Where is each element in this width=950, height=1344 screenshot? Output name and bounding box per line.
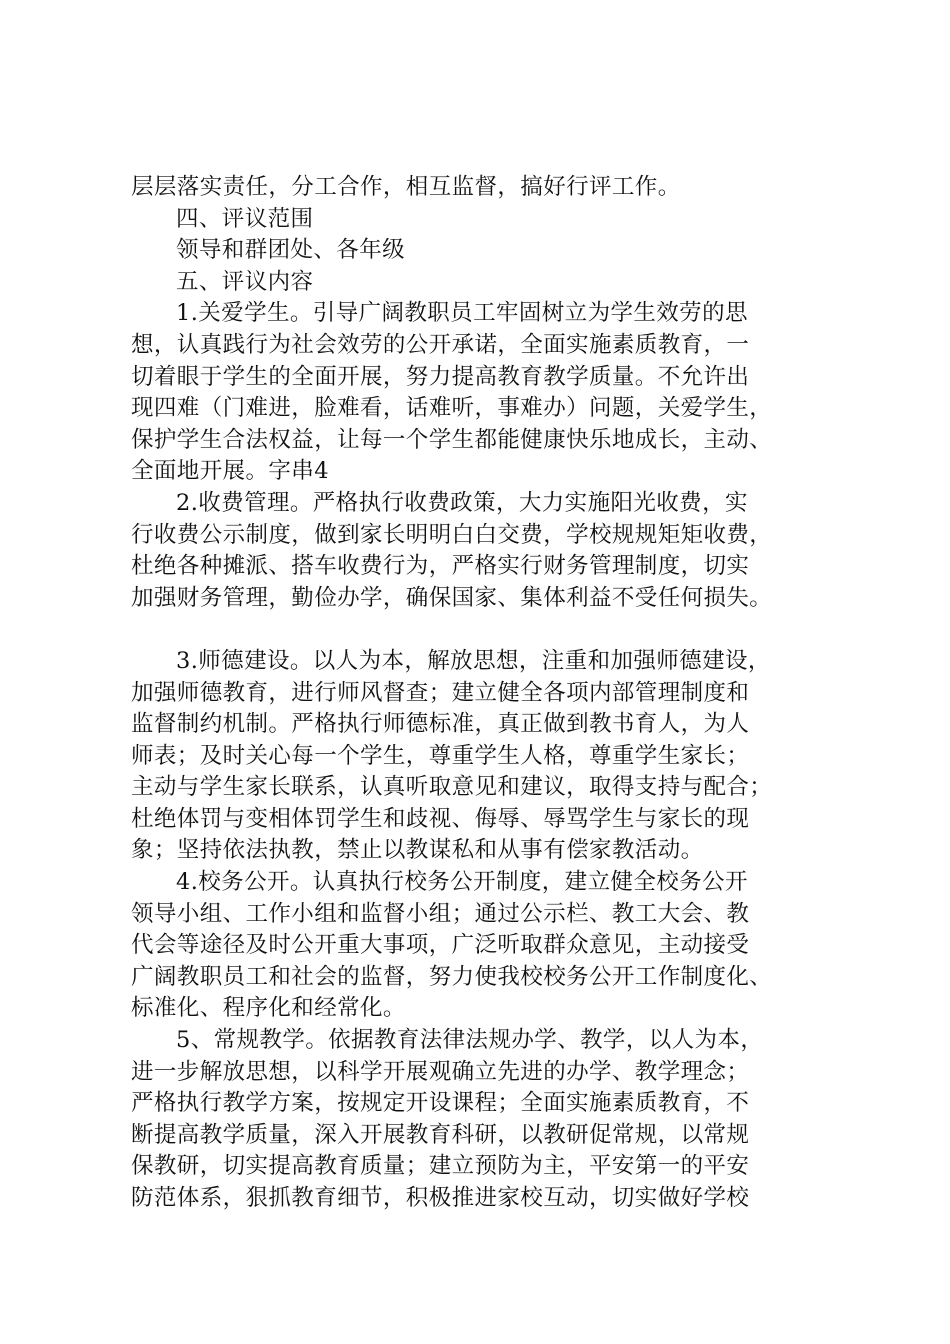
document-body <box>131 172 831 1215</box>
paragraph-5-line-1: 5、常规教学。依据教育法律法规办学、教学，以人为本， <box>176 1027 764 1054</box>
paragraph-5-line-2: 进一步解放思想，以科学开展观确立先进的办学、教学理念； <box>131 1058 750 1085</box>
paragraph-gap <box>131 614 831 646</box>
paragraph-5-line-6: 防范体系，狠抓教育细节，积极推进家校互动，切实做好学校 <box>131 1185 750 1211</box>
paragraph-3-line-1: 3.师德建设。以人为本，解放思想，注重和加强师德建设， <box>176 647 771 674</box>
text-line-1: 层层落实责任，分工合作，相互监督，搞好行评工作。 <box>131 174 681 200</box>
paragraph-2-line-2: 行收费公示制度，做到家长明明白白交费，学校规规矩矩收费， <box>131 521 773 548</box>
paragraph-4-line-2: 领导小组、工作小组和监督小组；通过公示栏、教工大会、教 <box>131 900 750 927</box>
text-line-scope: 领导和群团处、各年级 <box>176 237 406 264</box>
paragraph-4-line-4: 广阔教职员工和社会的监督，努力使我校校务公开工作制度化、 <box>131 963 773 990</box>
paragraph-2-line-4: 加强财务管理，勤俭办学，确保国家、集体利益不受任何损失。 <box>131 584 773 611</box>
paragraph-5-line-3: 严格执行教学方案，按规定开设课程；全面实施素质教育，不 <box>131 1090 750 1117</box>
paragraph-5-line-4: 断提高教学质量，深入开展教育科研，以教研促常规，以常规 <box>131 1121 750 1148</box>
paragraph-3-line-3: 监督制约机制。严格执行师德标准，真正做到教书育人，为人 <box>131 711 750 738</box>
paragraph-3-line-6: 杜绝体罚与变相体罚学生和歧视、侮辱、辱骂学生与家长的现 <box>131 805 750 832</box>
paragraph-3-line-4: 师表；及时关心每一个学生，尊重学生人格，尊重学生家长； <box>131 742 750 769</box>
paragraph-1-line-3: 切着眼于学生的全面开展，努力提高教育教学质量。不允许出 <box>131 363 750 390</box>
paragraph-1-line-1: 1.关爱学生。引导广阔教职员工牢固树立为学生效劳的思 <box>176 300 748 327</box>
paragraph-5-line-5: 保教研，切实提高教育质量；建立预防为主，平安第一的平安 <box>131 1153 750 1180</box>
paragraph-1-line-6: 全面地开展。字串4 <box>131 458 329 485</box>
paragraph-1-line-5: 保护学生合法权益，让每一个学生都能健康快乐地成长，主动、 <box>131 426 773 453</box>
paragraph-2-line-1: 2.收费管理。严格执行收费政策，大力实施阳光收费，实 <box>176 489 748 516</box>
paragraph-3-line-2: 加强师德教育，进行师风督查；建立健全各项内部管理制度和 <box>131 679 750 706</box>
paragraph-4-line-5: 标准化、程序化和经常化。 <box>131 995 406 1022</box>
paragraph-4-line-3: 代会等途径及时公开重大事项，广泛听取群众意见，主动接受 <box>131 932 750 959</box>
paragraph-3-line-7: 象；坚持依法执教，禁止以教谋私和从事有偿家教活动。 <box>131 837 704 864</box>
paragraph-2-line-3: 杜绝各种摊派、搭车收费行为，严格实行财务管理制度，切实 <box>131 553 750 580</box>
paragraph-1-line-4: 现四难（门难进，脸难看，话难听，事难办）问题，关爱学生， <box>131 395 773 422</box>
paragraph-4-line-1: 4.校务公开。认真执行校务公开制度，建立健全校务公开 <box>176 869 748 896</box>
paragraph-1-line-2: 想，认真践行为社会效劳的公开承诺，全面实施素质教育，一 <box>131 331 750 358</box>
paragraph-3-line-5: 主动与学生家长联系，认真听取意见和建议，取得支持与配合； <box>131 774 773 801</box>
section-heading-content: 五、评议内容 <box>176 268 314 295</box>
section-heading-scope: 四、评议范围 <box>176 205 314 232</box>
